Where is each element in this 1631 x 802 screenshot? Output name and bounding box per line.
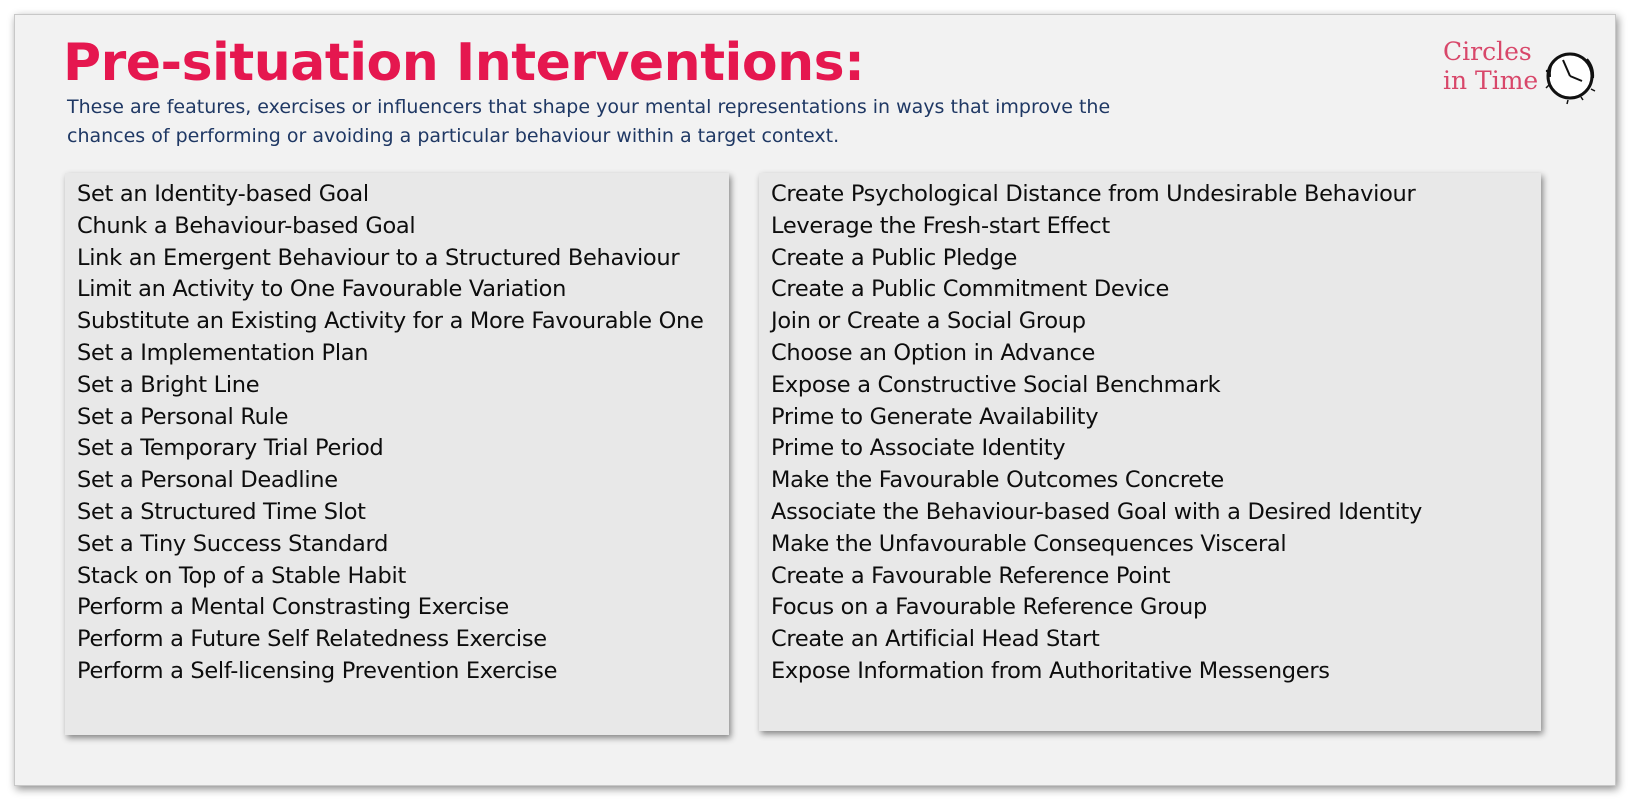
list-item: Link an Emergent Behaviour to a Structured Behaviour [77,244,680,271]
list-item: Join or Create a Social Group [771,308,1086,335]
circles-in-time-logo [1443,37,1603,105]
slide [14,14,1616,786]
list-item: Expose Information from Authoritative Messengers [771,657,1330,684]
right-interventions-list [771,179,1541,688]
list-item: Perform a Self-licensing Prevention Exercise [77,657,558,684]
clock-icon [1541,47,1599,105]
list-item: Substitute an Existing Activity for a More Favourable One [77,308,704,335]
list-item: Limit an Activity to One Favourable Variation [77,276,567,303]
list-item: Make the Unfavourable Consequences Visceral [771,530,1287,557]
logo-line-2: in Time [1443,66,1539,95]
list-item: Choose an Option in Advance [771,339,1096,366]
list-item: Chunk a Behaviour-based Goal [77,212,416,239]
page-subtitle: These are features, exercises or influencers that shape your mental representations in ways that improve the chances of performing or avoiding a particular behaviour within a target context. [67,96,1111,147]
list-item: Prime to Associate Identity [771,435,1066,462]
list-item: Perform a Mental Constrasting Exercise [77,594,509,621]
list-item: Perform a Future Self Relatedness Exercise [77,626,547,653]
left-interventions-list [77,179,729,688]
list-item: Focus on a Favourable Reference Group [771,594,1207,621]
list-item: Create a Public Commitment Device [771,276,1170,303]
list-item: Prime to Generate Availability [771,403,1099,430]
list-item: Create Psychological Distance from Undesirable Behaviour [771,181,1416,207]
list-item: Create a Favourable Reference Point [771,562,1171,589]
list-item: Create an Artificial Head Start [771,626,1100,653]
logo-text [1443,37,1538,95]
list-item: Set a Tiny Success Standard [77,530,389,557]
left-interventions-panel [65,173,729,735]
list-item: Stack on Top of a Stable Habit [77,562,407,589]
list-item: Set a Bright Line [77,371,260,398]
list-item: Leverage the Fresh-start Effect [771,212,1110,239]
list-item: Set a Implementation Plan [77,339,369,366]
list-item: Set a Temporary Trial Period [77,435,384,462]
right-interventions-panel [759,173,1541,731]
page-title: Pre-situation Interventions: [63,33,865,93]
list-item: Associate the Behaviour-based Goal with a Desired Identity [771,498,1423,525]
list-item: Create a Public Pledge [771,244,1018,271]
list-item: Set an Identity-based Goal [77,181,369,207]
list-item: Set a Structured Time Slot [77,498,366,525]
list-item: Set a Personal Deadline [77,467,338,494]
logo-line-1: Circles [1443,37,1532,66]
list-item: Make the Favourable Outcomes Concrete [771,467,1224,494]
list-item: Set a Personal Rule [77,403,289,430]
list-item: Expose a Constructive Social Benchmark [771,371,1221,398]
